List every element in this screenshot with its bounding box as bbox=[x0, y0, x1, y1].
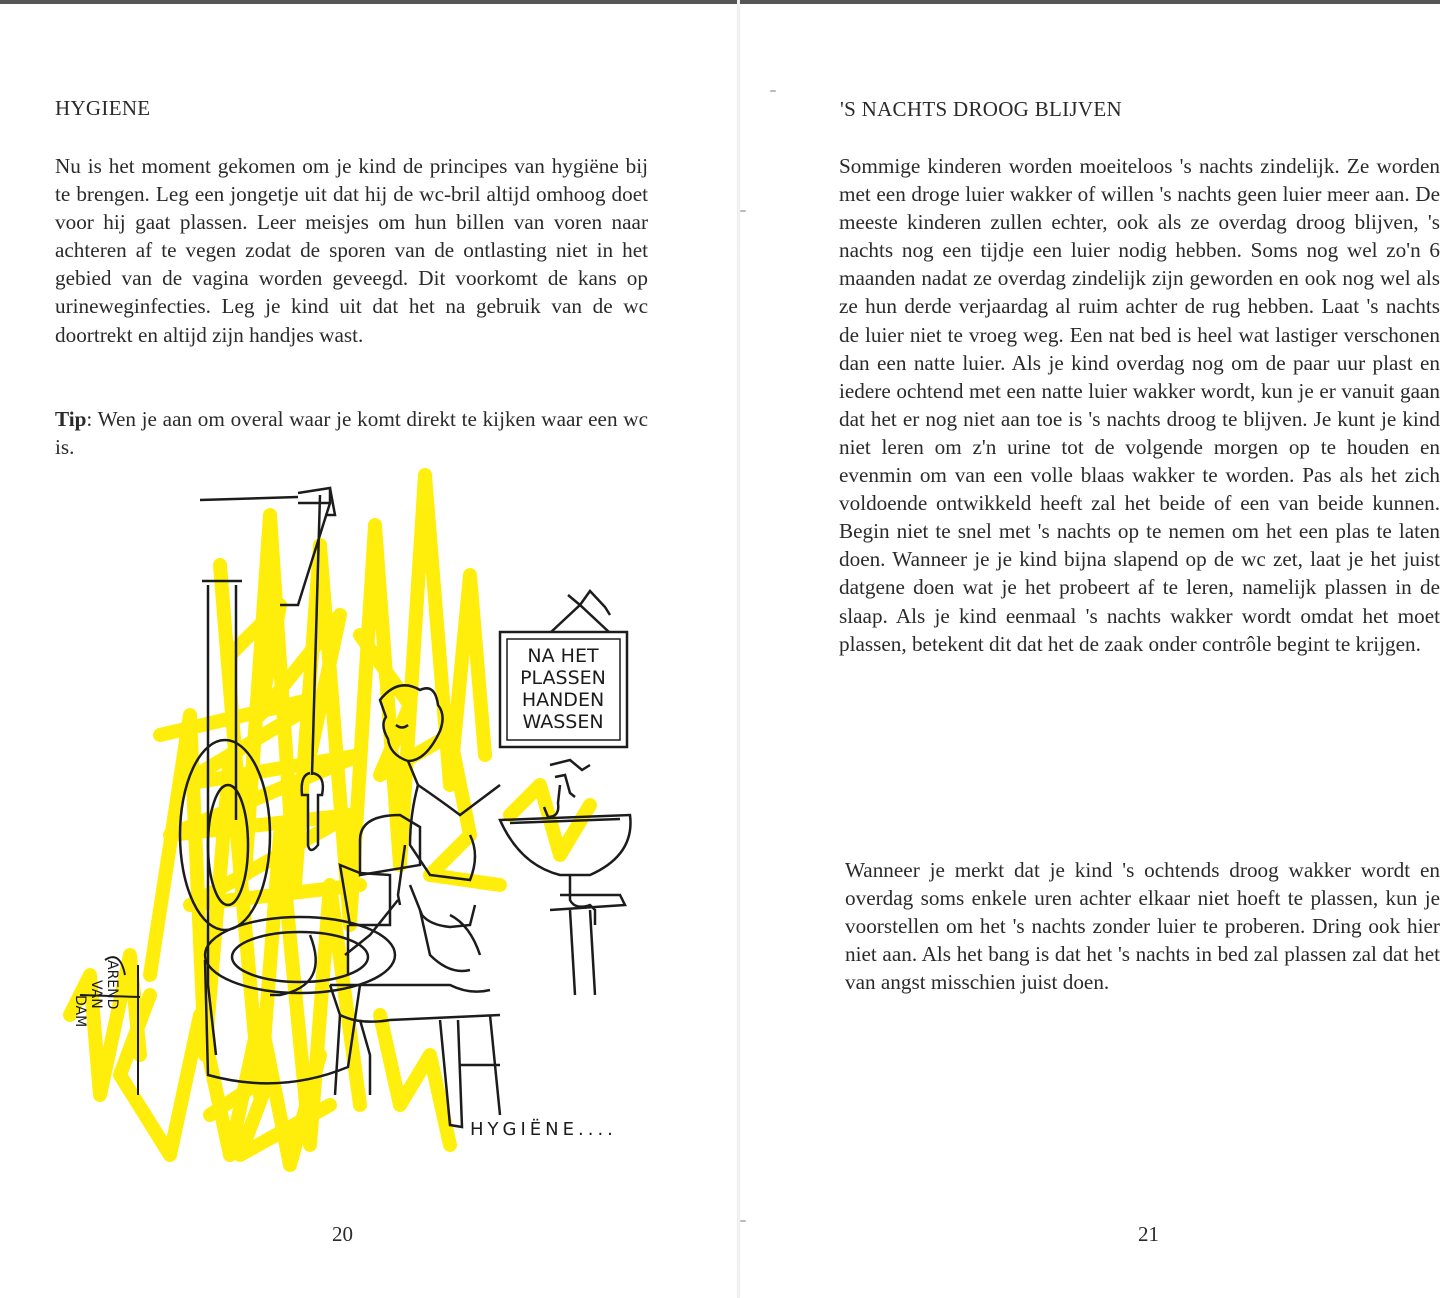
hygiene-cartoon-illustration bbox=[30, 455, 690, 1175]
right-page-paragraph-1: Sommige kinderen worden moeiteloos 's nachts zindelijk. Ze worden met een droge luier wakker of willen 's nachts geen luier meer aan. De meeste kinderen zullen echter, ook als ze overdag droog blijven, 's nachts nog een tijdje een luier nodig hebben. Soms nog wel zo'n 6 maanden nadat ze overdag zindelijk zijn geworden en ook nog wel als ze hun derde verjaardag al ruim achter de rug hebben. Laat 's nachts de luier niet te vroeg weg. Een nat bed is heel wat lastiger verschonen dan een natte luier. Als je kind overdag nog om de paar uur plast en iedere ochtend met een natte luier wakker wordt, kun je er vanuit gaan dat het er nog niet aan toe is 's nachts droog te blijven. Je kunt je kind niet leren om z'n urine tot de volgende morgen op te houden en evenmin om van een volle blaas wakker te worden. Pas als het zich voldoende ontwikkeld heeft zal het beide of een van beide kunnen. Begin niet te snel met 's nachts op te nemen om het een plas te laten doen. Wanneer je je kind bijna slapend op de wc zet, laat je het juist datgene doen wat je het probeert af te leren, namelijk plassen in de slaap. Als je kind eenmaal 's nachts wakker wordt omdat het moet plassen, betekent dit dat het de zaak onder contrôle begint te krijgen. bbox=[839, 154, 1440, 656]
right-page-paragraph-2: Wanneer je merkt dat je kind 's ochtends droog wakker wordt en overdag soms enkele uren achter elkaar niet hoeft te plassen, kun je voorstellen om het 's nachts zonder luier te proberen. Dring ook hier niet aan. Als het bang is dat het 's nachts in bed zal plassen zal dat het van angst misschien juist doen. bbox=[845, 858, 1440, 995]
right-page-number: 21 bbox=[1138, 1222, 1159, 1246]
left-page-paragraph: Nu is het moment gekomen om je kind de principes van hygiëne bij te brengen. Leg een jongetje uit dat hij de wc-bril altijd omhoog doet voor hij gaat plassen. Leer meisjes om hun billen van voren naar achteren af te vegen zodat de sporen van de ontlasting niet in het gebied van de vagina worden geveegd. Dit voorkomt de kans op urineweginfecties. Leg je kind uit dat het na gebruik van de wc doortrekt en altijd zijn handjes wast. bbox=[55, 154, 648, 347]
cartoon-caption: HYGIËNE.... bbox=[470, 1119, 617, 1140]
paper-smudge bbox=[740, 210, 746, 212]
sign-line-2: PLASSEN bbox=[520, 667, 606, 689]
left-page-number: 20 bbox=[332, 1222, 353, 1246]
hand-wash-sign bbox=[500, 591, 627, 747]
paper-smudge bbox=[740, 1220, 746, 1222]
sign-line-4: WASSEN bbox=[522, 711, 604, 733]
left-page-heading: HYGIENE bbox=[55, 96, 151, 120]
tip-paragraph bbox=[55, 405, 648, 461]
sign-line-3: HANDEN bbox=[521, 689, 605, 711]
signature-line-2: VAN bbox=[88, 980, 104, 1009]
signature-line-1: AREND bbox=[104, 960, 120, 1010]
signature-line-3: DAM bbox=[72, 995, 88, 1028]
tip-label: Tip bbox=[55, 407, 87, 431]
right-page-heading: 'S NACHTS DROOG BLIJVEN bbox=[840, 97, 1122, 121]
paper-smudge bbox=[770, 90, 776, 92]
right-page bbox=[740, 0, 1440, 1298]
tip-text: : Wen je aan om overal waar je komt direkt te kijken waar een wc is. bbox=[55, 407, 648, 460]
sign-line-1: NA HET bbox=[527, 645, 599, 667]
sink-and-tap bbox=[500, 760, 631, 995]
